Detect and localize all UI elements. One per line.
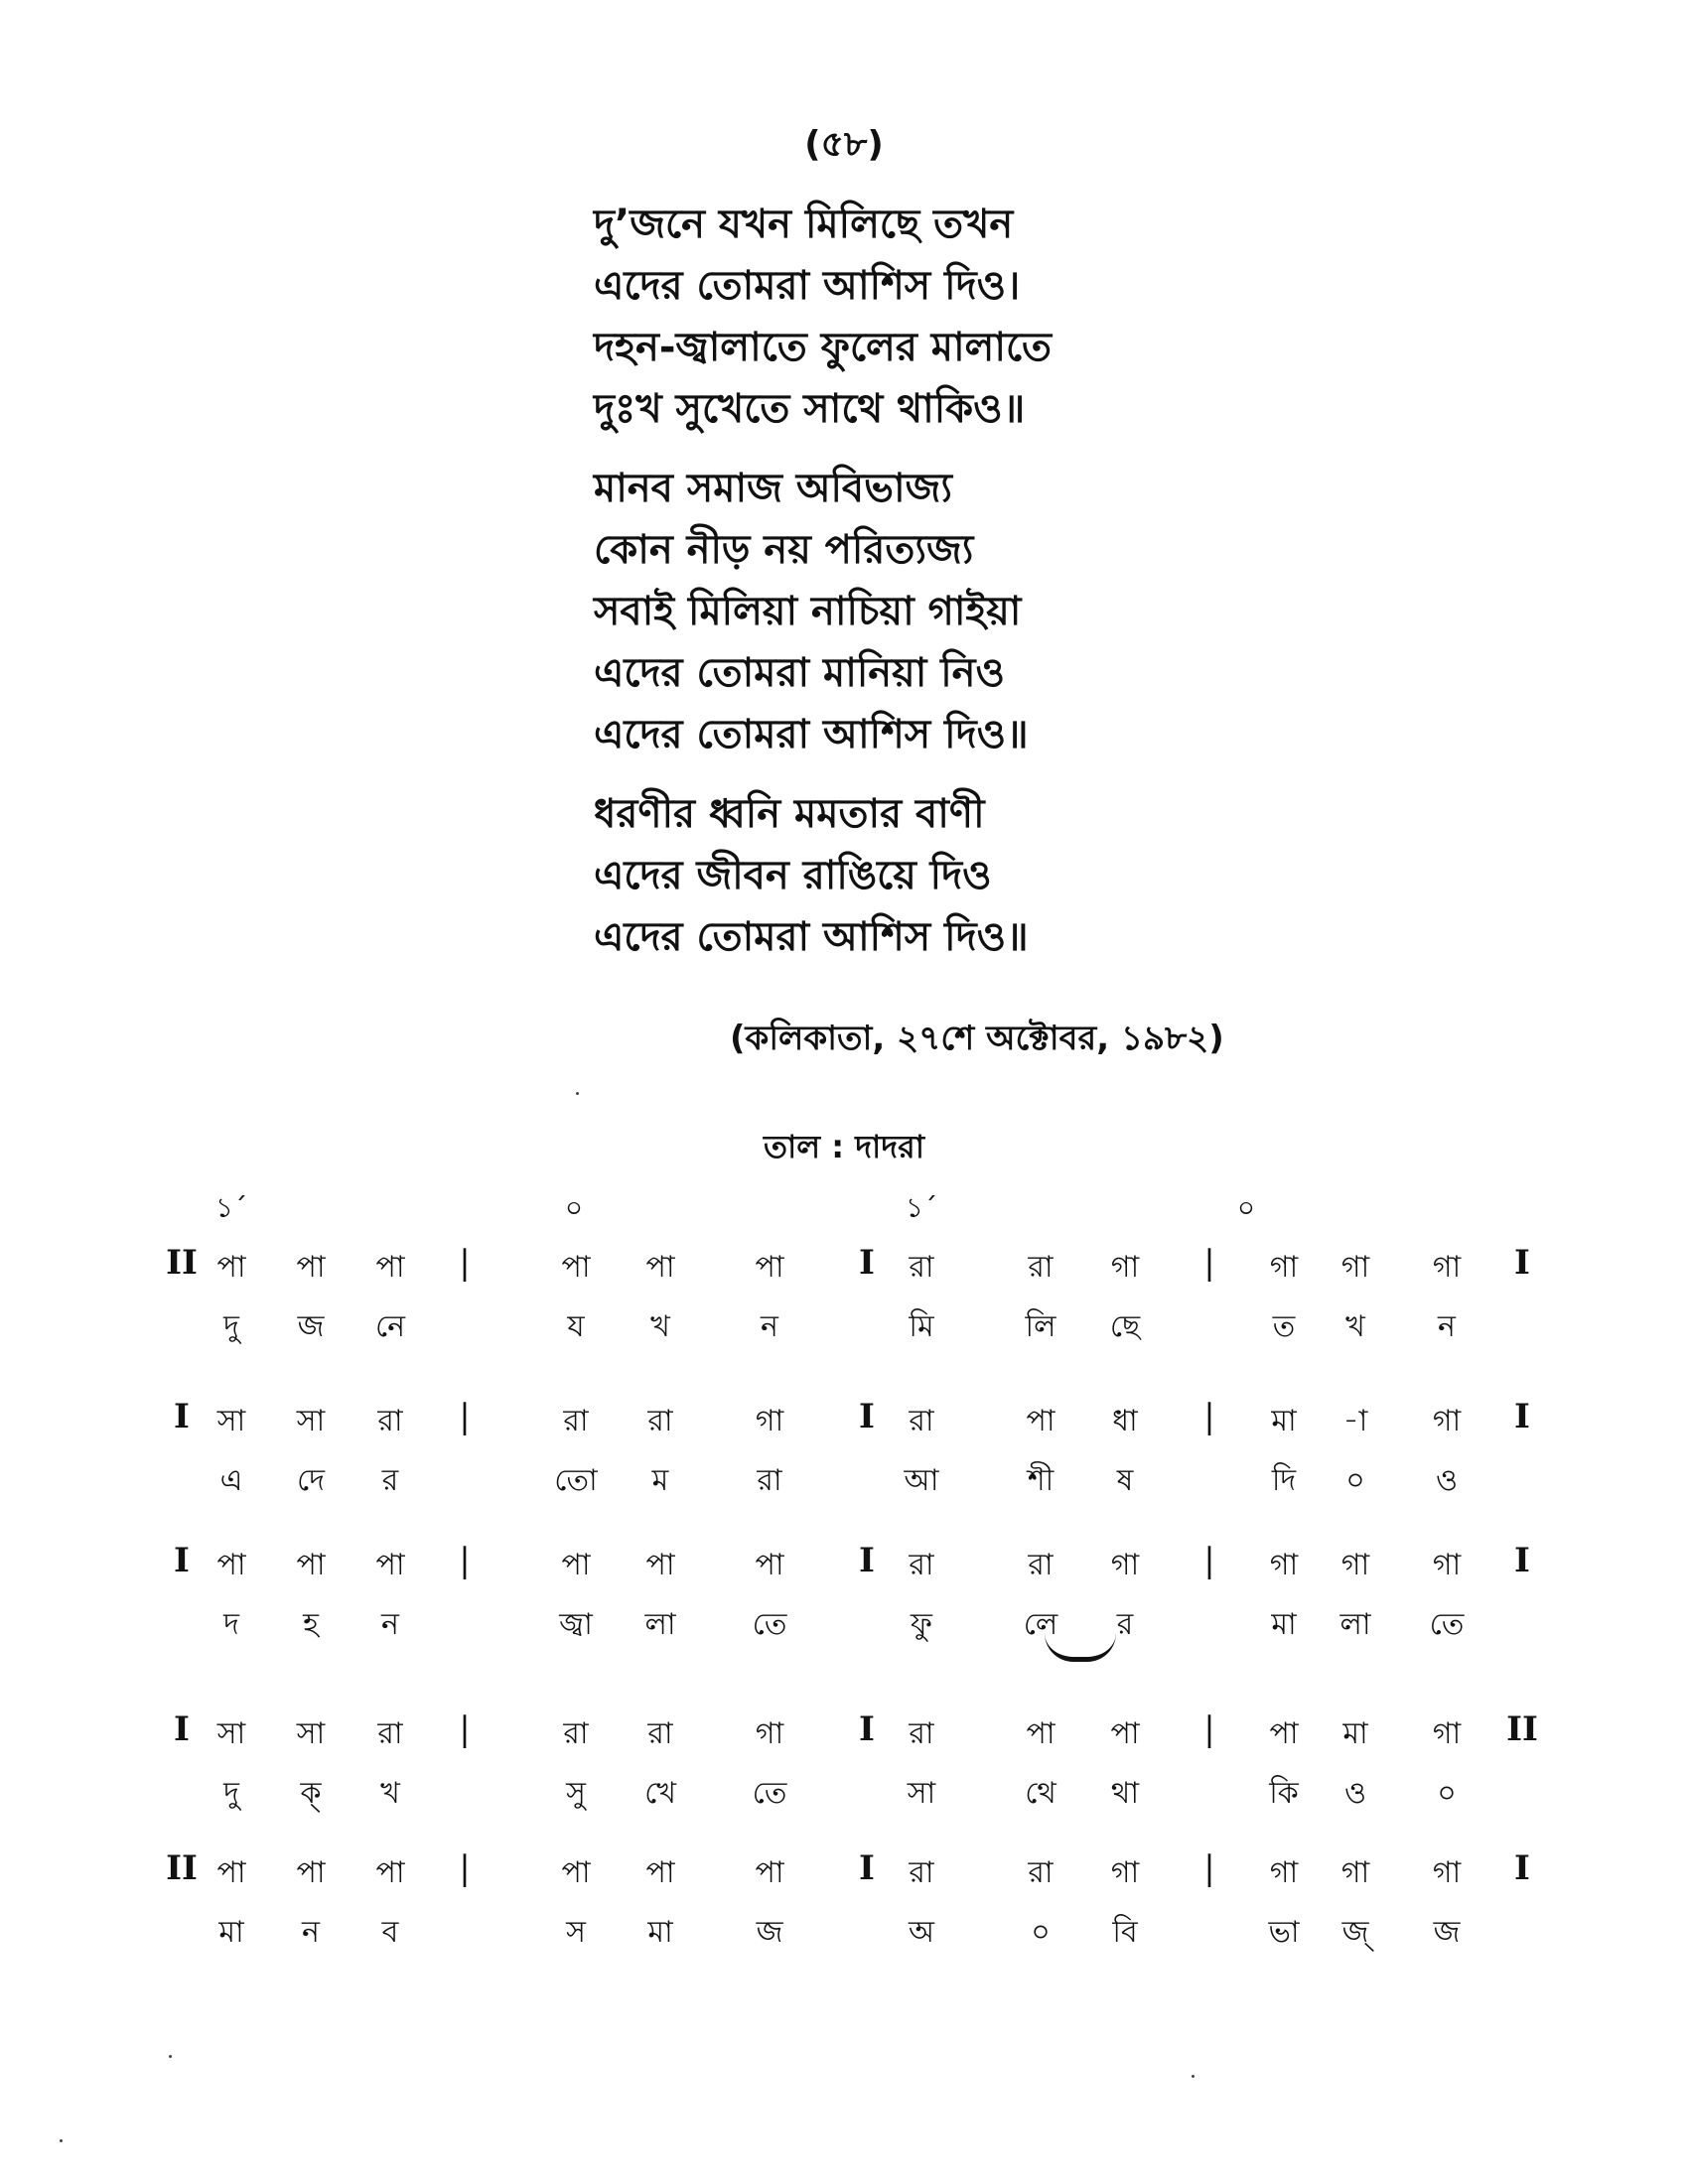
- lyric-syllable: জ: [756, 1915, 783, 1950]
- section-bar: I: [1514, 1243, 1530, 1283]
- swara-note: পা: [645, 1855, 675, 1890]
- swara-note: সা: [296, 1404, 326, 1438]
- bar-line: |: [1203, 1709, 1215, 1749]
- tala-label: তাল : দাদরা: [764, 1128, 924, 1165]
- beat-mark: ১´: [905, 1191, 938, 1224]
- swara-note: পা: [1026, 1404, 1055, 1438]
- lyric-syllable: হ: [303, 1607, 319, 1642]
- swara-note: পা: [645, 1250, 675, 1285]
- section-bar: II: [166, 1243, 198, 1283]
- swara-note: রা: [909, 1548, 934, 1582]
- bar-line: |: [1203, 1243, 1215, 1283]
- swara-note: গা: [755, 1404, 784, 1438]
- swara-note: পা: [561, 1855, 591, 1890]
- place-date: (কলিকাতা, ২৭শে অক্টোবর, ১৯৮২): [730, 1019, 1224, 1058]
- swara-note: পা: [561, 1548, 591, 1582]
- lyric-syllable: লা: [1339, 1607, 1371, 1642]
- poem-line: এদের তোমরা আশিস দিও॥: [594, 914, 1029, 960]
- swara-note: পা: [1269, 1716, 1299, 1751]
- swara-note: গা: [1110, 1250, 1140, 1285]
- swara-note: পা: [296, 1548, 326, 1582]
- beat-mark: ১´: [214, 1191, 248, 1224]
- swara-note: রা: [909, 1404, 934, 1438]
- swara-note: পা: [216, 1548, 246, 1582]
- bar-line: |: [1203, 1397, 1215, 1436]
- lyric-syllable: দে: [297, 1463, 325, 1498]
- lyric-syllable: ০: [1345, 1463, 1365, 1498]
- lyric-syllable: সু: [566, 1776, 586, 1811]
- lyric-syllable: র: [381, 1463, 399, 1498]
- speck: [576, 1092, 579, 1095]
- swara-note: রা: [377, 1716, 403, 1751]
- bar-line: |: [459, 1397, 471, 1436]
- swara-note: পা: [645, 1548, 675, 1582]
- bar-line: |: [459, 1709, 471, 1749]
- lyric-syllable: দু: [223, 1309, 239, 1344]
- speck: [60, 2139, 63, 2142]
- swara-note: -া: [1342, 1404, 1368, 1438]
- lyric-syllable: শী: [1027, 1463, 1055, 1498]
- section-bar: I: [859, 1243, 875, 1283]
- section-bar: I: [174, 1397, 190, 1436]
- lyric-syllable: তে: [752, 1607, 787, 1642]
- swara-note: পা: [296, 1250, 326, 1285]
- swara-note: গা: [1432, 1548, 1462, 1582]
- section-bar: I: [859, 1541, 875, 1580]
- swara-note: গা: [1269, 1548, 1299, 1582]
- lyric-syllable: ক্: [300, 1776, 322, 1811]
- lyric-syllable: ত: [1272, 1309, 1296, 1344]
- lyric-syllable: নে: [374, 1309, 406, 1344]
- lyric-syllable: তে: [1429, 1607, 1465, 1642]
- swara-note: রা: [1028, 1855, 1054, 1890]
- swara-note: সা: [216, 1404, 246, 1438]
- lyric-syllable: র: [1116, 1607, 1134, 1642]
- lyric-syllable: য: [567, 1309, 585, 1344]
- swara-note: রা: [1028, 1250, 1054, 1285]
- swara-note: মা: [1271, 1404, 1297, 1438]
- swara-note: গা: [755, 1716, 784, 1751]
- lyric-syllable: মা: [1271, 1607, 1297, 1642]
- lyric-syllable: তে: [752, 1776, 787, 1811]
- swara-note: রা: [563, 1716, 589, 1751]
- lyric-syllable: ন: [1438, 1309, 1456, 1344]
- swara-note: পা: [296, 1855, 326, 1890]
- poem-line: এদের তোমরা আশিস দিও।: [594, 263, 1021, 309]
- poem-line: এদের জীবন রাঙিয়ে দিও: [594, 853, 992, 898]
- swara-note: রা: [909, 1716, 934, 1751]
- lyric-syllable: জ্বা: [559, 1607, 593, 1642]
- swara-note: গা: [1340, 1250, 1370, 1285]
- poem-line: দুঃখ সুখেতে সাথে থাকিও॥: [594, 386, 1026, 432]
- swara-note: গা: [1110, 1855, 1140, 1890]
- swara-note: গা: [1432, 1250, 1462, 1285]
- lyric-syllable: ন: [761, 1309, 778, 1344]
- lyric-syllable: ০: [1437, 1776, 1457, 1811]
- poem-line: সবাই মিলিয়া নাচিয়া গাইয়া: [594, 589, 1022, 634]
- swara-note: মা: [1342, 1716, 1368, 1751]
- lyric-syllable: স: [566, 1915, 586, 1950]
- lyric-syllable: দ: [223, 1607, 239, 1642]
- lyric-syllable: ন: [302, 1915, 320, 1950]
- lyric-syllable: থা: [1110, 1776, 1140, 1811]
- swara-note: গা: [1269, 1855, 1299, 1890]
- bar-line: |: [1203, 1541, 1215, 1580]
- section-bar: I: [1514, 1848, 1530, 1888]
- lyric-syllable: মি: [909, 1309, 934, 1344]
- swara-note: গা: [1110, 1548, 1140, 1582]
- swara-note: পা: [755, 1855, 784, 1890]
- lyric-syllable: দু: [223, 1776, 239, 1811]
- swara-note: পা: [216, 1250, 246, 1285]
- lyric-syllable: ০: [1031, 1915, 1051, 1950]
- swara-note: রা: [647, 1404, 673, 1438]
- lyric-syllable: অ: [909, 1915, 934, 1950]
- swara-note: রা: [909, 1855, 934, 1890]
- bar-line: |: [1203, 1848, 1215, 1888]
- swara-note: পা: [216, 1855, 246, 1890]
- lyric-syllable: এ: [219, 1463, 243, 1498]
- lyric-syllable: ম: [651, 1463, 669, 1498]
- swara-note: গা: [1432, 1404, 1462, 1438]
- lyric-syllable: লা: [644, 1607, 676, 1642]
- lyric-syllable: খ: [650, 1309, 670, 1344]
- page-number: (৫৮): [804, 124, 884, 165]
- beat-mark: ০: [564, 1191, 584, 1224]
- lyric-syllable: দি: [1271, 1463, 1297, 1498]
- lyric-syllable: জ: [297, 1309, 325, 1344]
- lyric-syllable: মা: [647, 1915, 673, 1950]
- lyric-syllable: তো: [554, 1463, 598, 1498]
- beat-mark: ০: [1236, 1191, 1256, 1224]
- swara-note: পা: [1110, 1716, 1140, 1751]
- section-bar: II: [1506, 1709, 1538, 1749]
- swara-note: ধা: [1112, 1404, 1138, 1438]
- swara-note: পা: [755, 1250, 784, 1285]
- section-bar: I: [174, 1709, 190, 1749]
- lyric-syllable: ফু: [911, 1607, 932, 1642]
- bar-line: |: [459, 1541, 471, 1580]
- bar-line: |: [459, 1243, 471, 1283]
- section-bar: I: [1514, 1541, 1530, 1580]
- section-bar: II: [166, 1848, 198, 1888]
- swara-note: পা: [375, 1855, 405, 1890]
- poem-line: কোন নীড় নয় পরিত্যজ্য: [594, 527, 974, 573]
- section-bar: I: [859, 1848, 875, 1888]
- swara-note: গা: [1432, 1855, 1462, 1890]
- lyric-syllable: লে: [1023, 1607, 1058, 1642]
- poem-line: দু’জনে যখন মিলিছে তখন: [594, 202, 1014, 247]
- section-bar: I: [174, 1541, 190, 1580]
- swara-note: রা: [563, 1404, 589, 1438]
- swara-note: পা: [375, 1548, 405, 1582]
- swara-note: গা: [1432, 1716, 1462, 1751]
- lyric-syllable: ষ: [1116, 1463, 1134, 1498]
- swara-note: রা: [909, 1250, 934, 1285]
- section-bar: I: [859, 1709, 875, 1749]
- swara-note: পা: [1026, 1716, 1055, 1751]
- lyric-syllable: মা: [218, 1915, 244, 1950]
- swara-note: রা: [377, 1404, 403, 1438]
- lyric-syllable: ছে: [1109, 1309, 1141, 1344]
- lyric-syllable: কি: [1269, 1776, 1299, 1811]
- section-bar: I: [1514, 1397, 1530, 1436]
- swara-note: পা: [561, 1250, 591, 1285]
- swara-note: গা: [1340, 1855, 1370, 1890]
- speck: [169, 2055, 172, 2058]
- lyric-syllable: ও: [1343, 1776, 1367, 1811]
- poem-line: এদের তোমরা মানিয়া নিও: [594, 650, 1006, 696]
- lyric-syllable: আ: [904, 1463, 939, 1498]
- swara-note: গা: [1269, 1250, 1299, 1285]
- lyric-syllable: ব: [381, 1915, 399, 1950]
- lyric-syllable: থে: [1025, 1776, 1056, 1811]
- lyric-syllable: খ: [1345, 1309, 1365, 1344]
- swara-note: রা: [1028, 1548, 1054, 1582]
- swara-note: সা: [216, 1716, 246, 1751]
- lyric-syllable: খে: [644, 1776, 676, 1811]
- lyric-syllable: ন: [381, 1607, 399, 1642]
- swara-note: রা: [647, 1716, 673, 1751]
- lyric-syllable: ও: [1435, 1463, 1459, 1498]
- poem-line: এদের তোমরা আশিস দিও॥: [594, 712, 1029, 757]
- swara-note: পা: [755, 1548, 784, 1582]
- poem-line: দহন-জ্বালাতে ফুলের মালাতে: [594, 325, 1053, 370]
- bar-line: |: [459, 1848, 471, 1888]
- lyric-syllable: জ: [1433, 1915, 1461, 1950]
- lyric-syllable: বি: [1112, 1915, 1138, 1950]
- lyric-syllable: রা: [757, 1463, 782, 1498]
- lyric-syllable: জ্: [1341, 1915, 1369, 1950]
- poem-line: ধরণীর ধ্বনি মমতার বাণী: [594, 791, 985, 837]
- swara-note: সা: [296, 1716, 326, 1751]
- swara-note: পা: [375, 1250, 405, 1285]
- lyric-syllable: ভা: [1268, 1915, 1300, 1950]
- lyric-syllable: সা: [907, 1776, 936, 1811]
- lyric-syllable: লি: [1025, 1309, 1056, 1344]
- lyric-syllable: খ: [380, 1776, 400, 1811]
- swara-note: গা: [1340, 1548, 1370, 1582]
- speck: [1192, 2075, 1195, 2078]
- section-bar: I: [859, 1397, 875, 1436]
- poem-line: মানব সমাজ অবিভাজ্য: [594, 466, 952, 511]
